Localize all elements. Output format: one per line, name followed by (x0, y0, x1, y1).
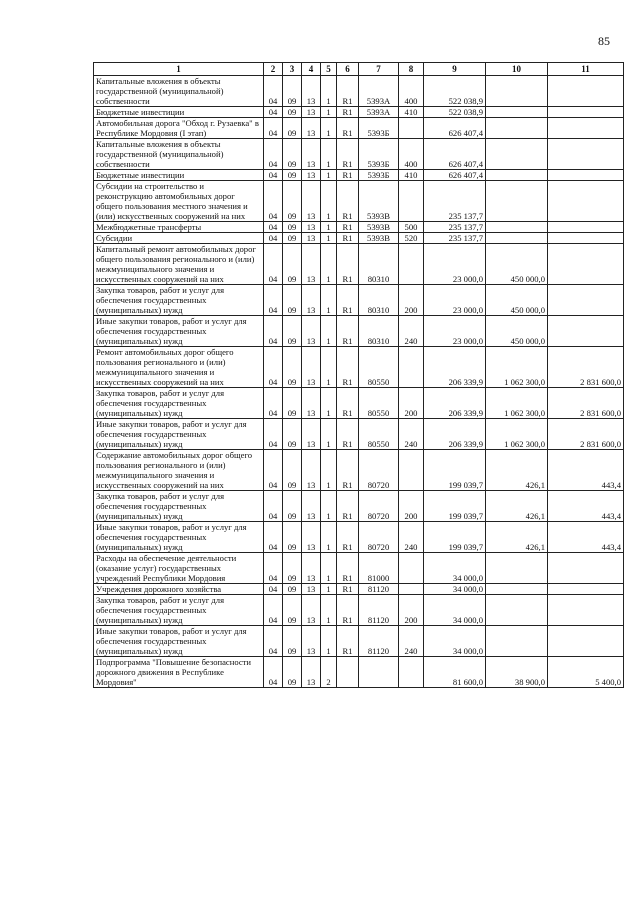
subsection-code-cell: 09 (283, 139, 302, 170)
program-code-cell: 13 (302, 626, 321, 657)
amount-year-1-cell: 199 039,7 (424, 450, 486, 491)
main-event-code-cell: R1 (337, 450, 359, 491)
subprogram-code-cell: 1 (321, 139, 337, 170)
section-code-cell: 04 (264, 584, 283, 595)
amount-year-2-cell (486, 170, 548, 181)
amount-year-2-cell: 450 000,0 (486, 244, 548, 285)
section-code-cell: 04 (264, 347, 283, 388)
amount-year-1-cell: 206 339,9 (424, 419, 486, 450)
item-name-cell: Автомобильная дорога "Обход г. Рузаевка" в Республике Мордовия (I этап) (94, 118, 264, 139)
program-code-cell: 13 (302, 76, 321, 107)
subprogram-code-cell: 1 (321, 316, 337, 347)
amount-year-1-cell: 199 039,7 (424, 522, 486, 553)
direction-code-cell: 80720 (359, 450, 399, 491)
amount-year-2-cell: 38 900,0 (486, 657, 548, 688)
subsection-code-cell: 09 (283, 233, 302, 244)
subprogram-code-cell: 1 (321, 181, 337, 222)
program-code-cell: 13 (302, 139, 321, 170)
item-name-cell: Капитальный ремонт автомобильных дорог общего пользования регионального и (или) межмуниципального значения и искусственных сооружений на них (94, 244, 264, 285)
subprogram-code-cell: 1 (321, 170, 337, 181)
main-event-code-cell: R1 (337, 170, 359, 181)
amount-year-3-cell (548, 118, 624, 139)
direction-code-cell: 81120 (359, 595, 399, 626)
column-header-3: 3 (283, 63, 302, 76)
direction-code-cell: 5393В (359, 222, 399, 233)
amount-year-2-cell (486, 118, 548, 139)
amount-year-1-cell: 522 038,9 (424, 107, 486, 118)
main-event-code-cell: R1 (337, 139, 359, 170)
subprogram-code-cell: 1 (321, 118, 337, 139)
amount-year-3-cell (548, 170, 624, 181)
table-row (94, 139, 624, 170)
expense-type-code-cell: 200 (399, 285, 424, 316)
column-header-6: 6 (337, 63, 359, 76)
table-row (94, 388, 624, 419)
subprogram-code-cell: 1 (321, 233, 337, 244)
item-name-cell: Бюджетные инвестиции (94, 107, 264, 118)
program-code-cell: 13 (302, 657, 321, 688)
expense-type-code-cell: 500 (399, 222, 424, 233)
subsection-code-cell: 09 (283, 584, 302, 595)
table-row (94, 657, 624, 688)
section-code-cell: 04 (264, 118, 283, 139)
amount-year-1-cell: 34 000,0 (424, 626, 486, 657)
program-code-cell: 13 (302, 491, 321, 522)
table-row (94, 347, 624, 388)
amount-year-3-cell (548, 584, 624, 595)
amount-year-1-cell: 626 407,4 (424, 139, 486, 170)
item-name-cell: Капитальные вложения в объекты государственной (муниципальной) собственности (94, 76, 264, 107)
expense-type-code-cell (399, 118, 424, 139)
subsection-code-cell: 09 (283, 222, 302, 233)
table-row (94, 419, 624, 450)
subsection-code-cell: 09 (283, 491, 302, 522)
column-header-2: 2 (264, 63, 283, 76)
subsection-code-cell: 09 (283, 450, 302, 491)
item-name-cell: Расходы на обеспечение деятельности (оказание услуг) государственных учреждений Республики Мордовия (94, 553, 264, 584)
program-code-cell: 13 (302, 222, 321, 233)
table-row (94, 553, 624, 584)
section-code-cell: 04 (264, 450, 283, 491)
item-name-cell: Закупка товаров, работ и услуг для обеспечения государственных (муниципальных) нужд (94, 595, 264, 626)
main-event-code-cell: R1 (337, 181, 359, 222)
expense-type-code-cell (399, 584, 424, 595)
item-name-cell: Учреждения дорожного хозяйства (94, 584, 264, 595)
column-header-5: 5 (321, 63, 337, 76)
table-row (94, 595, 624, 626)
table-row (94, 522, 624, 553)
subprogram-code-cell: 1 (321, 388, 337, 419)
table-row (94, 244, 624, 285)
expense-type-code-cell: 240 (399, 626, 424, 657)
amount-year-3-cell: 443,4 (548, 491, 624, 522)
expense-type-code-cell: 240 (399, 316, 424, 347)
item-name-cell: Иные закупки товаров, работ и услуг для обеспечения государственных (муниципальных) нужд (94, 316, 264, 347)
subprogram-code-cell: 1 (321, 285, 337, 316)
direction-code-cell: 5393А (359, 76, 399, 107)
amount-year-1-cell: 23 000,0 (424, 244, 486, 285)
subsection-code-cell: 09 (283, 107, 302, 118)
amount-year-2-cell (486, 222, 548, 233)
subsection-code-cell: 09 (283, 657, 302, 688)
expense-type-code-cell (399, 181, 424, 222)
amount-year-2-cell (486, 553, 548, 584)
amount-year-3-cell (548, 626, 624, 657)
expense-type-code-cell (399, 347, 424, 388)
direction-code-cell: 80310 (359, 316, 399, 347)
table-row (94, 285, 624, 316)
amount-year-2-cell: 426,1 (486, 450, 548, 491)
main-event-code-cell: R1 (337, 233, 359, 244)
table-row (94, 626, 624, 657)
column-header-1: 1 (94, 63, 264, 76)
direction-code-cell: 5393В (359, 181, 399, 222)
section-code-cell: 04 (264, 285, 283, 316)
section-code-cell: 04 (264, 626, 283, 657)
program-code-cell: 13 (302, 233, 321, 244)
expense-type-code-cell: 200 (399, 388, 424, 419)
amount-year-2-cell (486, 595, 548, 626)
main-event-code-cell: R1 (337, 222, 359, 233)
item-name-cell: Закупка товаров, работ и услуг для обеспечения государственных (муниципальных) нужд (94, 285, 264, 316)
program-code-cell: 13 (302, 244, 321, 285)
item-name-cell: Бюджетные инвестиции (94, 170, 264, 181)
amount-year-3-cell (548, 233, 624, 244)
main-event-code-cell: R1 (337, 118, 359, 139)
amount-year-1-cell: 81 600,0 (424, 657, 486, 688)
section-code-cell: 04 (264, 107, 283, 118)
subsection-code-cell: 09 (283, 419, 302, 450)
subsection-code-cell: 09 (283, 626, 302, 657)
main-event-code-cell (337, 657, 359, 688)
expense-type-code-cell: 410 (399, 107, 424, 118)
amount-year-1-cell: 626 407,4 (424, 118, 486, 139)
program-code-cell: 13 (302, 595, 321, 626)
section-code-cell: 04 (264, 76, 283, 107)
item-name-cell: Ремонт автомобильных дорог общего пользования регионального и (или) межмуниципального значения и искусственных сооружений на них (94, 347, 264, 388)
amount-year-1-cell: 522 038,9 (424, 76, 486, 107)
amount-year-1-cell: 206 339,9 (424, 347, 486, 388)
item-name-cell: Капитальные вложения в объекты государственной (муниципальной) собственности (94, 139, 264, 170)
main-event-code-cell: R1 (337, 285, 359, 316)
subprogram-code-cell: 1 (321, 107, 337, 118)
amount-year-1-cell: 235 137,7 (424, 233, 486, 244)
expense-type-code-cell: 400 (399, 139, 424, 170)
direction-code-cell: 80550 (359, 419, 399, 450)
amount-year-3-cell (548, 181, 624, 222)
section-code-cell: 04 (264, 244, 283, 285)
subsection-code-cell: 09 (283, 347, 302, 388)
item-name-cell: Иные закупки товаров, работ и услуг для обеспечения государственных (муниципальных) нужд (94, 522, 264, 553)
section-code-cell: 04 (264, 657, 283, 688)
item-name-cell: Иные закупки товаров, работ и услуг для обеспечения государственных (муниципальных) нужд (94, 626, 264, 657)
item-name-cell: Закупка товаров, работ и услуг для обеспечения государственных (муниципальных) нужд (94, 388, 264, 419)
program-code-cell: 13 (302, 107, 321, 118)
subprogram-code-cell: 1 (321, 244, 337, 285)
subsection-code-cell: 09 (283, 553, 302, 584)
program-code-cell: 13 (302, 285, 321, 316)
amount-year-3-cell (548, 244, 624, 285)
item-name-cell: Подпрограмма "Повышение безопасности дорожного движения в Республике Мордовия" (94, 657, 264, 688)
amount-year-1-cell: 626 407,4 (424, 170, 486, 181)
subsection-code-cell: 09 (283, 76, 302, 107)
item-name-cell: Субсидии (94, 233, 264, 244)
section-code-cell: 04 (264, 316, 283, 347)
subprogram-code-cell: 1 (321, 584, 337, 595)
subsection-code-cell: 09 (283, 316, 302, 347)
table-row (94, 233, 624, 244)
section-code-cell: 04 (264, 139, 283, 170)
direction-code-cell: 80720 (359, 522, 399, 553)
direction-code-cell: 5393В (359, 233, 399, 244)
main-event-code-cell: R1 (337, 584, 359, 595)
amount-year-3-cell: 2 831 600,0 (548, 347, 624, 388)
column-header-4: 4 (302, 63, 321, 76)
program-code-cell: 13 (302, 419, 321, 450)
item-name-cell: Закупка товаров, работ и услуг для обеспечения государственных (муниципальных) нужд (94, 491, 264, 522)
amount-year-2-cell (486, 139, 548, 170)
program-code-cell: 13 (302, 553, 321, 584)
amount-year-2-cell: 450 000,0 (486, 285, 548, 316)
section-code-cell: 04 (264, 553, 283, 584)
amount-year-1-cell: 34 000,0 (424, 584, 486, 595)
table-row (94, 107, 624, 118)
expense-type-code-cell: 200 (399, 491, 424, 522)
subsection-code-cell: 09 (283, 181, 302, 222)
program-code-cell: 13 (302, 170, 321, 181)
direction-code-cell: 81120 (359, 626, 399, 657)
program-code-cell: 13 (302, 450, 321, 491)
subprogram-code-cell: 1 (321, 419, 337, 450)
amount-year-2-cell (486, 584, 548, 595)
subsection-code-cell: 09 (283, 118, 302, 139)
amount-year-2-cell: 1 062 300,0 (486, 347, 548, 388)
header-row (94, 63, 624, 76)
amount-year-1-cell: 199 039,7 (424, 491, 486, 522)
direction-code-cell: 5393Б (359, 118, 399, 139)
amount-year-2-cell: 426,1 (486, 522, 548, 553)
section-code-cell: 04 (264, 388, 283, 419)
amount-year-2-cell: 1 062 300,0 (486, 388, 548, 419)
page-number: 85 (598, 34, 610, 48)
table-row (94, 181, 624, 222)
program-code-cell: 13 (302, 118, 321, 139)
main-event-code-cell: R1 (337, 76, 359, 107)
amount-year-1-cell: 34 000,0 (424, 595, 486, 626)
direction-code-cell: 81000 (359, 553, 399, 584)
subprogram-code-cell: 1 (321, 522, 337, 553)
subsection-code-cell: 09 (283, 595, 302, 626)
subprogram-code-cell: 1 (321, 626, 337, 657)
column-header-10: 10 (486, 63, 548, 76)
amount-year-1-cell: 23 000,0 (424, 285, 486, 316)
main-event-code-cell: R1 (337, 347, 359, 388)
main-event-code-cell: R1 (337, 491, 359, 522)
subsection-code-cell: 09 (283, 170, 302, 181)
expense-type-code-cell (399, 450, 424, 491)
section-code-cell: 04 (264, 522, 283, 553)
subprogram-code-cell: 1 (321, 76, 337, 107)
subprogram-code-cell: 1 (321, 450, 337, 491)
subprogram-code-cell: 1 (321, 553, 337, 584)
program-code-cell: 13 (302, 316, 321, 347)
amount-year-3-cell: 2 831 600,0 (548, 419, 624, 450)
amount-year-2-cell (486, 233, 548, 244)
program-code-cell: 13 (302, 584, 321, 595)
item-name-cell: Содержание автомобильных дорог общего пользования регионального и (или) межмуниципального значения и искусственных сооружений на них (94, 450, 264, 491)
subsection-code-cell: 09 (283, 244, 302, 285)
main-event-code-cell: R1 (337, 388, 359, 419)
direction-code-cell: 80550 (359, 388, 399, 419)
amount-year-1-cell: 235 137,7 (424, 222, 486, 233)
amount-year-1-cell: 206 339,9 (424, 388, 486, 419)
main-event-code-cell: R1 (337, 316, 359, 347)
amount-year-2-cell: 450 000,0 (486, 316, 548, 347)
amount-year-3-cell (548, 107, 624, 118)
section-code-cell: 04 (264, 419, 283, 450)
direction-code-cell: 81120 (359, 584, 399, 595)
amount-year-3-cell (548, 76, 624, 107)
main-event-code-cell: R1 (337, 553, 359, 584)
subprogram-code-cell: 2 (321, 657, 337, 688)
amount-year-2-cell (486, 626, 548, 657)
table-row (94, 450, 624, 491)
direction-code-cell: 5393А (359, 107, 399, 118)
subsection-code-cell: 09 (283, 522, 302, 553)
direction-code-cell: 80720 (359, 491, 399, 522)
expense-type-code-cell: 520 (399, 233, 424, 244)
column-header-7: 7 (359, 63, 399, 76)
amount-year-2-cell (486, 107, 548, 118)
table-row (94, 118, 624, 139)
amount-year-3-cell (548, 553, 624, 584)
amount-year-3-cell (548, 139, 624, 170)
expense-type-code-cell (399, 244, 424, 285)
expense-type-code-cell (399, 553, 424, 584)
subprogram-code-cell: 1 (321, 222, 337, 233)
main-event-code-cell: R1 (337, 626, 359, 657)
amount-year-3-cell (548, 285, 624, 316)
main-event-code-cell: R1 (337, 107, 359, 118)
direction-code-cell: 80310 (359, 244, 399, 285)
direction-code-cell: 80310 (359, 285, 399, 316)
amount-year-3-cell: 5 400,0 (548, 657, 624, 688)
section-code-cell: 04 (264, 170, 283, 181)
program-code-cell: 13 (302, 522, 321, 553)
budget-table (93, 62, 624, 688)
subprogram-code-cell: 1 (321, 595, 337, 626)
subprogram-code-cell: 1 (321, 347, 337, 388)
amount-year-2-cell: 426,1 (486, 491, 548, 522)
amount-year-3-cell (548, 222, 624, 233)
expense-type-code-cell: 400 (399, 76, 424, 107)
main-event-code-cell: R1 (337, 522, 359, 553)
main-event-code-cell: R1 (337, 244, 359, 285)
program-code-cell: 13 (302, 347, 321, 388)
section-code-cell: 04 (264, 181, 283, 222)
item-name-cell: Иные закупки товаров, работ и услуг для обеспечения государственных (муниципальных) нужд (94, 419, 264, 450)
expense-type-code-cell: 410 (399, 170, 424, 181)
program-code-cell: 13 (302, 388, 321, 419)
table-row (94, 170, 624, 181)
expense-type-code-cell: 240 (399, 419, 424, 450)
main-event-code-cell: R1 (337, 419, 359, 450)
table-row (94, 584, 624, 595)
table-row (94, 76, 624, 107)
amount-year-3-cell: 443,4 (548, 522, 624, 553)
expense-type-code-cell: 200 (399, 595, 424, 626)
amount-year-2-cell: 1 062 300,0 (486, 419, 548, 450)
item-name-cell: Субсидии на строительство и реконструкцию автомобильных дорог общего пользования местного значения и (или) искусственных сооружений на них (94, 181, 264, 222)
subprogram-code-cell: 1 (321, 491, 337, 522)
amount-year-1-cell: 34 000,0 (424, 553, 486, 584)
subsection-code-cell: 09 (283, 388, 302, 419)
section-code-cell: 04 (264, 595, 283, 626)
table-row (94, 316, 624, 347)
amount-year-3-cell: 443,4 (548, 450, 624, 491)
section-code-cell: 04 (264, 491, 283, 522)
expense-type-code-cell: 240 (399, 522, 424, 553)
column-header-8: 8 (399, 63, 424, 76)
program-code-cell: 13 (302, 181, 321, 222)
amount-year-2-cell (486, 181, 548, 222)
amount-year-3-cell: 2 831 600,0 (548, 388, 624, 419)
direction-code-cell: 5393Б (359, 139, 399, 170)
direction-code-cell: 80550 (359, 347, 399, 388)
section-code-cell: 04 (264, 222, 283, 233)
subsection-code-cell: 09 (283, 285, 302, 316)
amount-year-1-cell: 235 137,7 (424, 181, 486, 222)
column-header-9: 9 (424, 63, 486, 76)
item-name-cell: Межбюджетные трансферты (94, 222, 264, 233)
direction-code-cell (359, 657, 399, 688)
amount-year-3-cell (548, 316, 624, 347)
section-code-cell: 04 (264, 233, 283, 244)
amount-year-3-cell (548, 595, 624, 626)
table-row (94, 491, 624, 522)
amount-year-2-cell (486, 76, 548, 107)
main-event-code-cell: R1 (337, 595, 359, 626)
column-header-11: 11 (548, 63, 624, 76)
expense-type-code-cell (399, 657, 424, 688)
amount-year-1-cell: 23 000,0 (424, 316, 486, 347)
direction-code-cell: 5393Б (359, 170, 399, 181)
table-row (94, 222, 624, 233)
